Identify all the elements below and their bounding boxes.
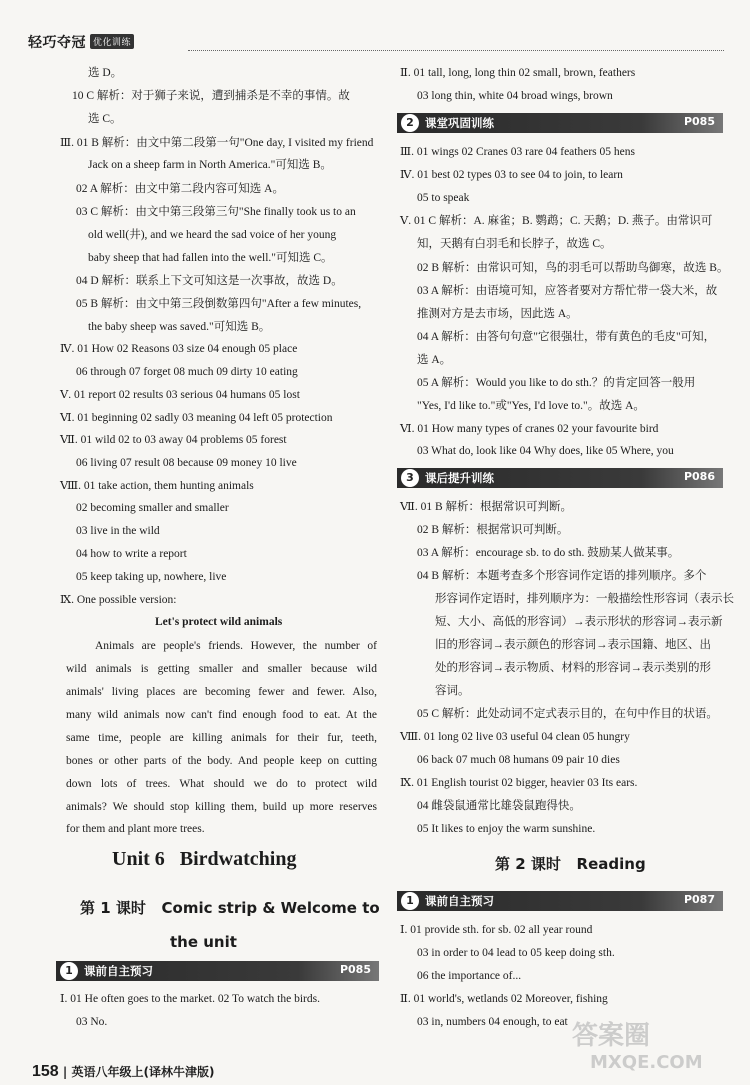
answer-line: 05 to speak bbox=[417, 192, 470, 204]
section-page-ref: P085 bbox=[339, 963, 371, 976]
answer-line: 选 A。 bbox=[417, 354, 452, 366]
answer-line: Ⅷ. 01 long 02 live 03 useful 04 clean 05 hungry bbox=[400, 731, 630, 743]
essay-line: down lots of trees. What should we do to protect wild bbox=[66, 778, 377, 790]
answer-line: Ⅷ. 01 take action, them hunting animals bbox=[60, 480, 254, 492]
answer-line: Ⅵ. 01 How many types of cranes 02 your favourite bird bbox=[400, 423, 659, 435]
watermark-url: MXQE.COM bbox=[590, 1052, 703, 1073]
answer-line: 容词。 bbox=[435, 685, 470, 697]
answer-line: Ⅳ. 01 best 02 types 03 to see 04 to join, to learn bbox=[400, 169, 623, 181]
section-title: 课后提升训练 bbox=[425, 471, 494, 485]
answer-line: 04 雌袋鼠通常比雄袋鼠跑得快。 bbox=[417, 800, 581, 812]
answer-line: 知，天鹅有白羽毛和长脖子，故选 C。 bbox=[417, 238, 612, 250]
answer-line: 03 What do, look like 04 Why does, like 05 Where, you bbox=[417, 445, 674, 457]
answer-line: Ⅳ. 01 How 02 Reasons 03 size 04 enough 05 place bbox=[60, 343, 298, 355]
essay-line: many wild animals now can't find enough food to eat. At the bbox=[66, 709, 377, 721]
answer-line: 05 A 解析：Would you like to do sth.？的肯定回答一般用 bbox=[417, 377, 696, 389]
section-header bbox=[397, 113, 723, 133]
answer-line: 05 B 解析：由文中第三段倒数第四句"After a few minutes, bbox=[76, 298, 362, 310]
essay-line: Animals are people's friends. However, the number of bbox=[95, 640, 377, 652]
answer-line: 06 living 07 result 08 because 09 money 10 live bbox=[76, 457, 297, 469]
answer-line: Ⅵ. 01 beginning 02 sadly 03 meaning 04 left 05 protection bbox=[60, 412, 333, 424]
logo-badge: 优化训练 bbox=[90, 34, 134, 49]
answer-line: the baby sheep was saved."可知选 B。 bbox=[88, 321, 271, 333]
section-header bbox=[397, 891, 723, 911]
answer-line: 06 through 07 forget 08 much 09 dirty 10 eating bbox=[76, 366, 298, 378]
section-title: 课前自主预习 bbox=[425, 894, 494, 908]
answer-line: Ⅴ. 01 report 02 results 03 serious 04 humans 05 lost bbox=[60, 389, 300, 401]
answer-line: 形容词作定语时，排列顺序为：一般描绘性形容词（表示长 bbox=[435, 593, 734, 605]
section-number-icon: 1 bbox=[401, 892, 419, 910]
answer-line: Ⅱ. 01 tall, long, long thin 02 small, brown, feathers bbox=[400, 67, 636, 79]
answer-line: 旧的形容词→表示颜色的形容词→表示国籍、地区、出 bbox=[435, 639, 711, 651]
answer-line: 03 A 解析：encourage sb. to do sth. 鼓励某人做某事。 bbox=[417, 547, 680, 559]
answer-line: 选 D。 bbox=[88, 67, 123, 79]
section-title: 课堂巩固训练 bbox=[425, 116, 494, 130]
answer-line: 02 B 解析：由常识可知，鸟的羽毛可以帮助鸟御寒，故选 B。 bbox=[417, 262, 729, 274]
unit-title: Unit 6 Birdwatching bbox=[112, 848, 297, 870]
watermark-logo: 答案圈 bbox=[572, 1021, 651, 1051]
essay-line: for them and plant more trees. bbox=[66, 823, 205, 835]
footer-separator: | bbox=[62, 1065, 68, 1079]
answer-line: 03 live in the wild bbox=[76, 525, 160, 537]
essay-line: wild animals is getting smaller and smaller because wild bbox=[66, 663, 377, 675]
answer-line: 06 the importance of... bbox=[417, 970, 522, 982]
answer-line: 03 No. bbox=[76, 1016, 108, 1028]
answer-line: 04 D 解析：联系上下文可知这是一次事故，故选 D。 bbox=[76, 275, 343, 287]
answer-line: 03 in order to 04 lead to 05 keep doing sth. bbox=[417, 947, 615, 959]
essay-line: animals? We should stop killing them, build up more reserves bbox=[66, 801, 377, 813]
answer-line: 03 C 解析：由文中第三段第三句"She finally took us to an bbox=[76, 206, 356, 218]
answer-line: Ⅶ. 01 B 解析：根据常识可判断。 bbox=[400, 501, 573, 513]
answer-line: 03 long thin, white 04 broad wings, brown bbox=[417, 90, 613, 102]
section-number-icon: 2 bbox=[401, 114, 419, 132]
section-title: 课前自主预习 bbox=[84, 964, 153, 978]
lesson-title: 第 1 课时 Comic strip & Welcome to bbox=[80, 899, 380, 917]
essay-title: Let's protect wild animals bbox=[155, 616, 283, 628]
lesson-title-cont: the unit bbox=[170, 933, 237, 951]
answer-line: 02 becoming smaller and smaller bbox=[76, 502, 229, 514]
answer-line: Jack on a sheep farm in North America."可知选 B。 bbox=[88, 159, 332, 171]
answer-line: 03 in, numbers 04 enough, to eat bbox=[417, 1016, 568, 1028]
answer-line: Ⅸ. One possible version: bbox=[60, 594, 177, 606]
section-page-ref: P086 bbox=[683, 470, 715, 483]
lesson-title: 第 2 课时 Reading bbox=[495, 855, 646, 873]
answer-line: old well(井), and we heard the sad voice of her young bbox=[88, 229, 337, 241]
section-page-ref: P085 bbox=[683, 115, 715, 128]
answer-line: 05 keep taking up, nowhere, live bbox=[76, 571, 227, 583]
answer-line: "Yes, I'd like to."或"Yes, I'd love to."。故选 A。 bbox=[417, 400, 645, 412]
answer-line: 04 how to write a report bbox=[76, 548, 187, 560]
answer-line: 选 C。 bbox=[88, 113, 122, 125]
answer-line: 短、大小、高低的形容词）→表示形状的形容词→表示新 bbox=[435, 616, 723, 628]
logo-text: 轻巧夺冠 bbox=[28, 35, 86, 51]
answer-line: Ⅰ. 01 He often goes to the market. 02 To watch the birds. bbox=[60, 993, 320, 1005]
section-number-icon: 3 bbox=[401, 469, 419, 487]
answer-line: 02 A 解析：由文中第二段内容可知选 A。 bbox=[76, 183, 284, 195]
answer-line: Ⅱ. 01 world's, wetlands 02 Moreover, fishing bbox=[400, 993, 608, 1005]
answer-line: Ⅴ. 01 C 解析：A. 麻雀；B. 鹦鹉；C. 天鹅；D. 燕子。由常识可 bbox=[400, 215, 713, 227]
answer-line: 05 C 解析：此处动词不定式表示目的，在句中作目的状语。 bbox=[417, 708, 718, 720]
answer-line: Ⅶ. 01 wild 02 to 03 away 04 problems 05 forest bbox=[60, 434, 287, 446]
answer-line: Ⅲ. 01 wings 02 Cranes 03 rare 04 feathers 05 hens bbox=[400, 146, 635, 158]
section-page-ref: P087 bbox=[683, 893, 715, 906]
answer-line: 处的形容词→表示物质、材料的形容词→表示类别的形 bbox=[435, 662, 711, 674]
essay-line: same time, people are killing animals for their fur, teeth, bbox=[66, 732, 377, 744]
page-footer bbox=[32, 1063, 214, 1081]
answer-line: Ⅸ. 01 English tourist 02 bigger, heavier 03 Its ears. bbox=[400, 777, 638, 789]
essay-line: animals' living places are becoming fewer and fewer. Also, bbox=[66, 686, 377, 698]
answer-line: 04 A 解析：由答句句意"它很强壮，带有黄色的毛皮"可知， bbox=[417, 331, 716, 343]
right-column bbox=[385, 0, 750, 1085]
section-number-icon: 1 bbox=[60, 962, 78, 980]
answer-line: 06 back 07 much 08 humans 09 pair 10 dies bbox=[417, 754, 620, 766]
answer-line: 02 B 解析：根据常识可判断。 bbox=[417, 524, 569, 536]
section-header bbox=[397, 468, 723, 488]
answer-line: baby sheep that had fallen into the well."可知选 C。 bbox=[88, 252, 333, 264]
answer-line: 推测对方是去市场，因此选 A。 bbox=[417, 308, 578, 320]
answer-line: Ⅰ. 01 provide sth. for sb. 02 all year round bbox=[400, 924, 593, 936]
book-title: 英语八年级上(译林牛津版) bbox=[71, 1065, 215, 1079]
answer-line: 04 B 解析：本题考查多个形容词作定语的排列顺序。多个 bbox=[417, 570, 707, 582]
essay-line: bones or other parts of the body. And people keep on cutting bbox=[66, 755, 377, 767]
answer-line: 10 C 解析：对于狮子来说，遭到捕杀是不幸的事情。故 bbox=[72, 90, 350, 102]
answer-line: Ⅲ. 01 B 解析：由文中第二段第一句"One day, I visited my friend bbox=[60, 137, 374, 149]
section-header bbox=[56, 961, 379, 981]
answer-line: 03 A 解析：由语境可知，应答者要对方帮忙带一袋大米，故 bbox=[417, 285, 718, 297]
page-number: 158 bbox=[32, 1063, 59, 1080]
answer-line: 05 It likes to enjoy the warm sunshine. bbox=[417, 823, 596, 835]
